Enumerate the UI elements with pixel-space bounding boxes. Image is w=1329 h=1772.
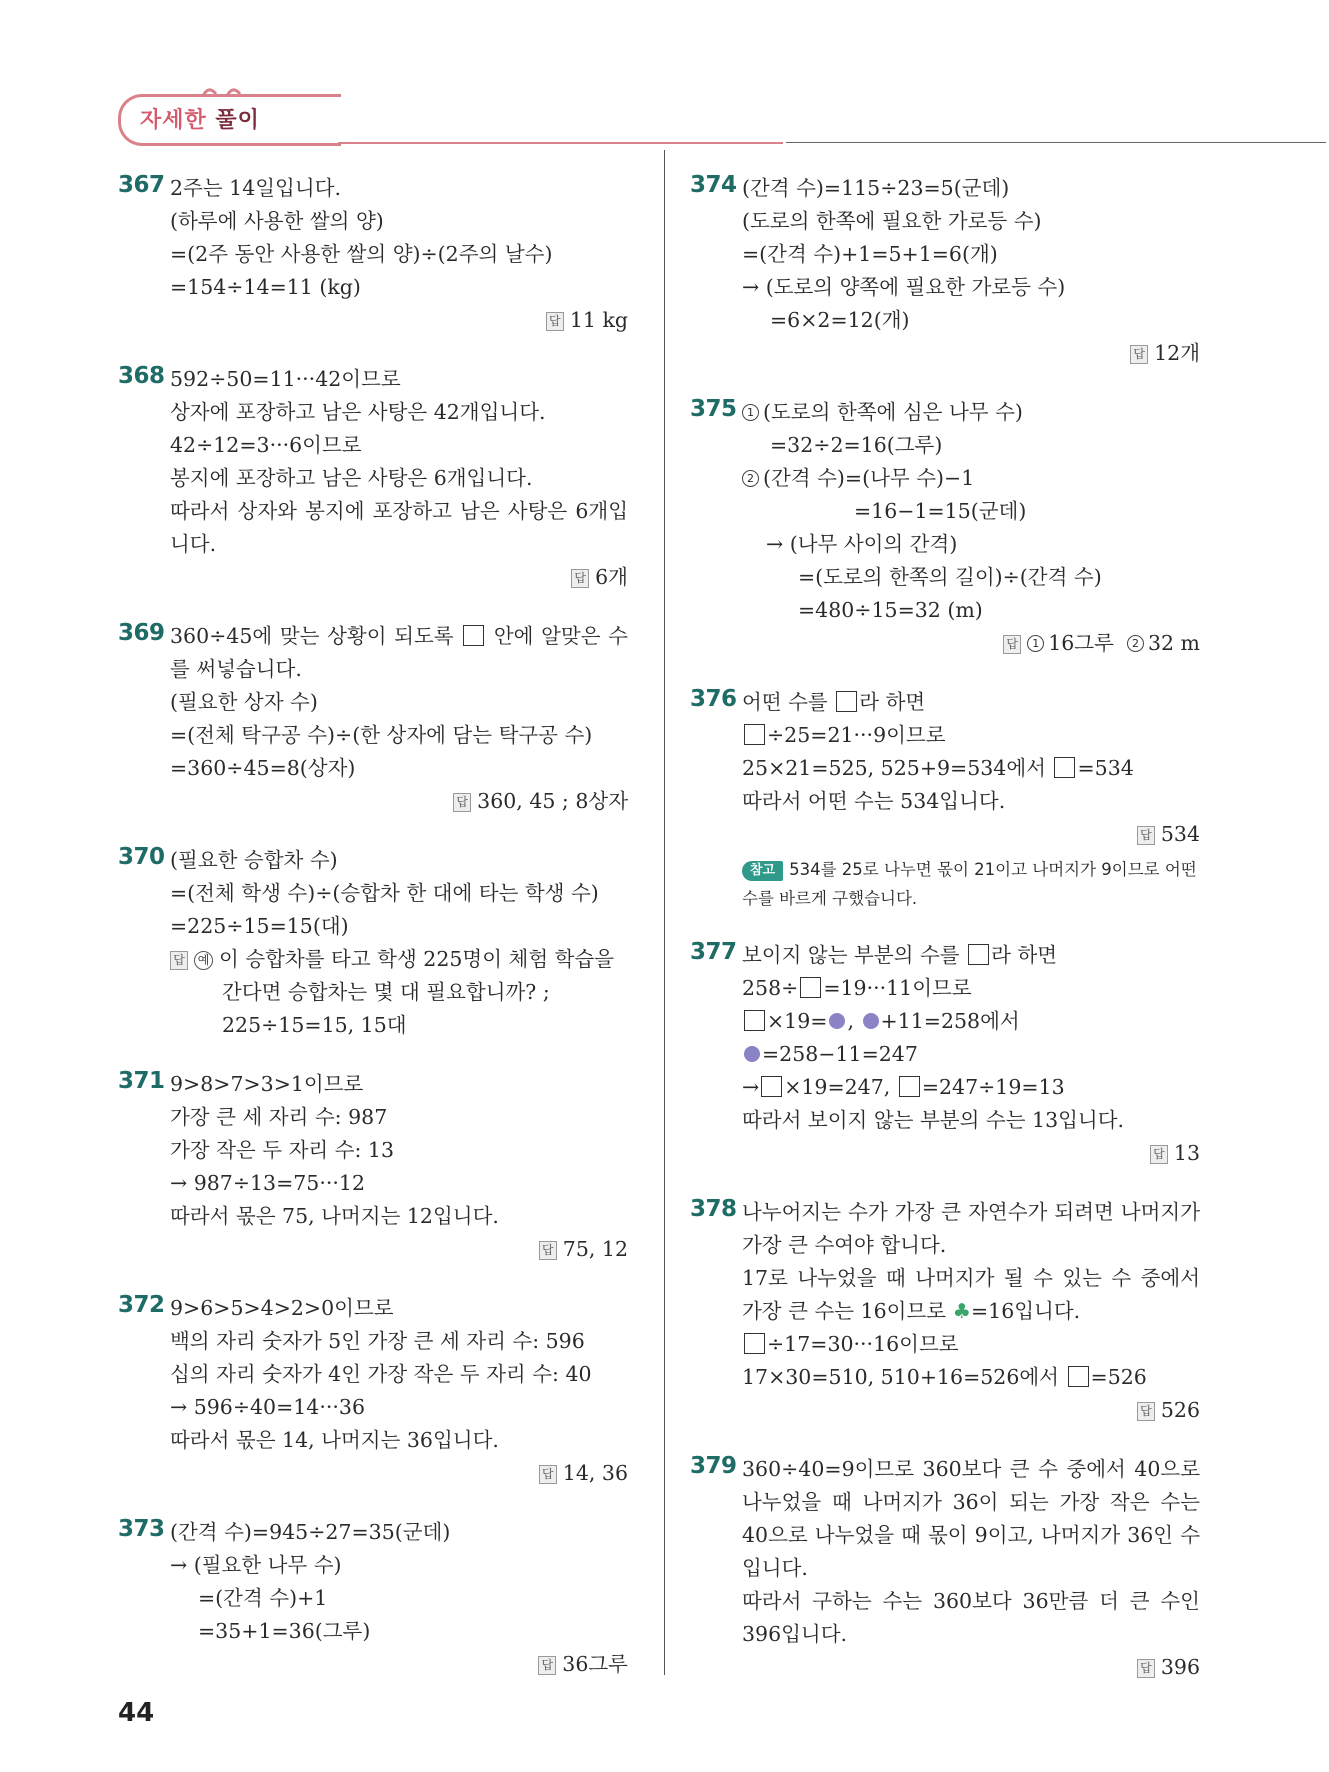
solution-line: 상자에 포장하고 남은 사탕은 42개입니다.: [170, 400, 546, 424]
solution-line: =(도로의 한쪽의 길이)÷(간격 수): [798, 565, 1102, 589]
problem-number: 374: [690, 172, 737, 198]
sub-number-2: 2: [1127, 635, 1144, 652]
solution-line: =(전체 탁구공 수)÷(한 상자에 담는 탁구공 수): [170, 723, 593, 747]
problem-number: 370: [118, 844, 165, 870]
answer: [170, 1457, 628, 1490]
solution-line: 9>8>7>3>1이므로: [170, 1072, 364, 1096]
reference-note: [742, 855, 1200, 913]
problem-376: [690, 686, 1200, 913]
answer-value: 360, 45 ; 8상자: [477, 789, 628, 813]
problem-number: 379: [690, 1453, 737, 1479]
answer-badge: 답: [170, 951, 188, 970]
left-column: [118, 172, 628, 1707]
right-column: [690, 172, 1200, 1710]
blank-box-icon: [1068, 1366, 1089, 1387]
section-title-part2: 풀이: [206, 108, 260, 133]
problem-number: 377: [690, 939, 737, 965]
solution-line: 따라서 구하는 수는 360보다 36만큼 더 큰 수인 396입니다.: [742, 1589, 1200, 1646]
problem-number: 368: [118, 363, 165, 389]
solution-line: [742, 396, 1200, 429]
section-title-part1: 자세한: [140, 108, 207, 133]
line-text: +11=258에서: [880, 1009, 1020, 1033]
solution-line: → (나무 사이의 간격): [766, 532, 958, 556]
blank-box-icon: [761, 1076, 782, 1097]
line-text: ÷17=30···16이므로: [767, 1332, 959, 1356]
solution-line: [742, 719, 1200, 752]
solution-line: [742, 1361, 1200, 1394]
solution-line: → (도로의 양쪽에 필요한 가로등 수): [742, 275, 1066, 299]
line-text: (간격 수)=(나무 수)−1: [763, 466, 975, 490]
solution-line: [742, 686, 1200, 719]
problem-number: 369: [118, 620, 165, 646]
answer-badge: 답: [571, 569, 589, 588]
answer-value: 75, 12: [562, 1237, 628, 1261]
answer-value: 11 kg: [569, 308, 628, 332]
solution-line: [742, 1328, 1200, 1361]
answer: [170, 561, 628, 594]
blank-box-icon: [463, 625, 484, 646]
answer-badge: 답: [546, 312, 564, 331]
sub-number-1: 1: [742, 404, 759, 421]
solution-line: 42÷12=3···6이므로: [170, 433, 362, 457]
solution-line: [742, 939, 1200, 972]
line-text: 라 하면: [991, 943, 1058, 967]
answer-value: 396: [1160, 1655, 1200, 1679]
purple-dot-icon: [744, 1046, 760, 1062]
solution-line: → 596÷40=14···36: [170, 1395, 365, 1419]
blank-box-icon: [899, 1076, 920, 1097]
sub-number-1: 1: [1027, 635, 1044, 652]
solution-line: =154÷14=11 (kg): [170, 275, 361, 299]
problem-number: 375: [690, 396, 737, 422]
answer: [742, 1651, 1200, 1684]
problem-375: [690, 396, 1200, 660]
line-text: (도로의 한쪽에 심은 나무 수): [763, 400, 1023, 424]
line-text: =534: [1077, 756, 1134, 780]
line-text: ÷25=21···9이므로: [767, 723, 946, 747]
line-text: 보이지 않는 부분의 수를: [742, 943, 960, 967]
line-text: 360÷45에 맞는 상황이 되도록: [170, 624, 454, 648]
solution-line: 가장 큰 세 자리 수: 987: [170, 1105, 388, 1129]
answer-value: 6개: [595, 565, 628, 589]
answer-value: 32 m: [1147, 631, 1200, 655]
solution-line: 봉지에 포장하고 남은 사탕은 6개입니다.: [170, 466, 533, 490]
solution-line: [742, 972, 1200, 1005]
blank-box-icon: [968, 944, 989, 965]
answer-badge: 답: [1137, 826, 1155, 845]
section-header: [118, 84, 1208, 164]
answer: [170, 1233, 628, 1266]
solution-line: =35+1=36(그루): [198, 1619, 371, 1643]
problem-369: [118, 620, 628, 818]
problem-378: [690, 1196, 1200, 1427]
line-text: 25×21=525, 525+9=534에서: [742, 756, 1046, 780]
problem-number: 372: [118, 1292, 165, 1318]
line-text: =526: [1090, 1365, 1147, 1389]
solution-line: 따라서 몫은 75, 나머지는 12입니다.: [170, 1204, 499, 1228]
line-text: 이 승합차를 타고 학생 225명이 체험 학습을: [219, 947, 615, 971]
solution-line: 백의 자리 숫자가 5인 가장 큰 세 자리 수: 596: [170, 1329, 585, 1353]
line-text: ,: [847, 1009, 854, 1033]
solution-line: → 987÷13=75···12: [170, 1171, 365, 1195]
line-text: =16입니다.: [970, 1299, 1081, 1323]
line-text: 라 하면: [859, 690, 926, 714]
header-rule-left: [338, 142, 783, 144]
blank-box-icon: [744, 724, 765, 745]
solution-line: 따라서 어떤 수는 534입니다.: [742, 789, 1006, 813]
solution-line: =6×2=12(개): [770, 308, 910, 332]
solution-line: (간격 수)=115÷23=5(군데): [742, 176, 1010, 200]
solution-line: (도로의 한쪽에 필요한 가로등 수): [742, 209, 1042, 233]
solution-line: 나누어지는 수가 가장 큰 자연수가 되려면 나머지가 가장 큰 수여야 합니다.: [742, 1200, 1200, 1257]
solution-line: [742, 752, 1200, 785]
answer: [742, 337, 1200, 370]
answer: [170, 1648, 628, 1681]
answer-badge: 답: [538, 1656, 556, 1675]
solution-line: 9>6>5>4>2>0이므로: [170, 1296, 394, 1320]
answer-badge: 답: [539, 1241, 557, 1260]
answer: [742, 818, 1200, 851]
problem-number: 378: [690, 1196, 737, 1222]
page-number: 44: [118, 1698, 155, 1728]
blank-box-icon: [800, 977, 821, 998]
line-text: =258−11=247: [762, 1042, 918, 1066]
answer-value: 526: [1160, 1398, 1200, 1422]
solution-line: [742, 1071, 1200, 1104]
blank-box-icon: [1054, 757, 1075, 778]
line-text: ×19=247,: [784, 1075, 891, 1099]
solution-line: =16−1=15(군데): [854, 499, 1027, 523]
blank-box-icon: [744, 1333, 765, 1354]
problem-374: [690, 172, 1200, 370]
solution-line: 592÷50=11···42이므로: [170, 367, 401, 391]
problem-368: [118, 363, 628, 594]
solution-line: =225÷15=15(대): [170, 914, 349, 938]
answer-value: 36그루: [562, 1652, 628, 1676]
solution-line: 360÷40=9이므로 360보다 큰 수 중에서 40으로 나누었을 때 나머지가 36이 되는 가장 작은 수는 40으로 나누었을 때 몫이 9이고, 나머지가 36인 수입니다.: [742, 1457, 1200, 1580]
answer-value: 16그루: [1048, 631, 1114, 655]
solution-line: 따라서 몫은 14, 나머지는 36입니다.: [170, 1428, 499, 1452]
solution-line: =480÷15=32 (m): [798, 598, 983, 622]
answer-badge: 답: [1150, 1145, 1168, 1164]
sub-number-2: 2: [742, 470, 759, 487]
solution-line: 간다면 승합차는 몇 대 필요합니까? ;: [222, 980, 550, 1004]
answer: [742, 627, 1200, 660]
solution-line: [170, 620, 628, 686]
line-text: 안에 알맞은 수를 써넣습니다.: [170, 624, 628, 681]
line-text: →: [742, 1075, 760, 1099]
solution-line: 225÷15=15, 15대: [222, 1013, 407, 1037]
line-text: =19···11이므로: [823, 976, 972, 1000]
problem-373: [118, 1516, 628, 1681]
answer-value: 13: [1173, 1141, 1200, 1165]
solution-line: (하루에 사용한 쌀의 양): [170, 209, 384, 233]
solution-line: → (필요한 나무 수): [170, 1553, 342, 1577]
line-text: =247÷19=13: [921, 1075, 1065, 1099]
solution-line: =(간격 수)+1=5+1=6(개): [742, 242, 998, 266]
solution-line: 따라서 보이지 않는 부분의 수는 13입니다.: [742, 1108, 1125, 1132]
answer-value: 534: [1160, 822, 1200, 846]
problem-371: [118, 1068, 628, 1266]
answer-value: 14, 36: [562, 1461, 628, 1485]
solution-line: =(전체 학생 수)÷(승합차 한 대에 타는 학생 수): [170, 881, 599, 905]
line-text: 17×30=510, 510+16=526에서: [742, 1365, 1059, 1389]
solution-line: [742, 1038, 1200, 1071]
section-title: [140, 103, 260, 134]
line-text: 258÷: [742, 976, 799, 1000]
answer: [170, 785, 628, 818]
problem-number: 373: [118, 1516, 165, 1542]
solution-line: 2주는 14일입니다.: [170, 176, 341, 200]
problem-370: [118, 844, 628, 1042]
line-text: 17로 나누었을 때 나머지가 될 수 있는 수 중에서 가장 큰 수는 16이므로: [742, 1266, 1200, 1323]
solution-line: =(2주 동안 사용한 쌀의 양)÷(2주의 날수): [170, 242, 553, 266]
answer: [742, 1394, 1200, 1427]
solution-line: (필요한 승합차 수): [170, 848, 338, 872]
club-icon: ♣: [952, 1299, 971, 1323]
solution-line: 가장 작은 두 자리 수: 13: [170, 1138, 394, 1162]
problem-number: 367: [118, 172, 165, 198]
answer: [170, 304, 628, 337]
solution-line: =360÷45=8(상자): [170, 756, 356, 780]
solution-line: (필요한 상자 수): [170, 690, 318, 714]
header-rule-right: [786, 142, 1326, 143]
problem-number: 376: [690, 686, 737, 712]
solution-line: 십의 자리 숫자가 4인 가장 작은 두 자리 수: 40: [170, 1362, 592, 1386]
answer-badge: 답: [1130, 345, 1148, 364]
note-text: 534를 25로 나누면 몫이 21이고 나머지가 9이므로 어떤 수를 바르게 구했습니다.: [742, 860, 1197, 908]
solution-line: [742, 1262, 1200, 1328]
problem-367: [118, 172, 628, 337]
example-badge: 예: [194, 951, 213, 970]
answer-badge: 답: [1003, 635, 1021, 654]
problem-number: 371: [118, 1068, 165, 1094]
blank-box-icon: [836, 691, 857, 712]
answer-badge: 답: [539, 1465, 557, 1484]
purple-dot-icon: [829, 1013, 845, 1029]
problem-372: [118, 1292, 628, 1490]
problem-377: [690, 939, 1200, 1170]
answer-example: [170, 943, 628, 976]
solution-line: (간격 수)=945÷27=35(군데): [170, 1520, 451, 1544]
solution-line: [742, 1005, 1200, 1038]
answer-badge: 답: [453, 793, 471, 812]
solution-line: =32÷2=16(그루): [770, 433, 943, 457]
solution-line: [742, 462, 1200, 495]
blank-box-icon: [744, 1010, 765, 1031]
solution-line: =(간격 수)+1: [198, 1586, 328, 1610]
problem-379: [690, 1453, 1200, 1684]
answer-badge: 답: [1137, 1659, 1155, 1678]
answer-value: 12개: [1154, 341, 1200, 365]
answer-badge: 답: [1137, 1402, 1155, 1421]
answer: [742, 1137, 1200, 1170]
purple-dot-icon: [863, 1013, 879, 1029]
solution-line: 따라서 상자와 봉지에 포장하고 남은 사탕은 6개입니다.: [170, 499, 628, 556]
line-text: 어떤 수를: [742, 690, 828, 714]
column-divider: [664, 150, 665, 1675]
line-text: ×19=: [767, 1009, 828, 1033]
note-badge: 참고: [742, 861, 783, 881]
